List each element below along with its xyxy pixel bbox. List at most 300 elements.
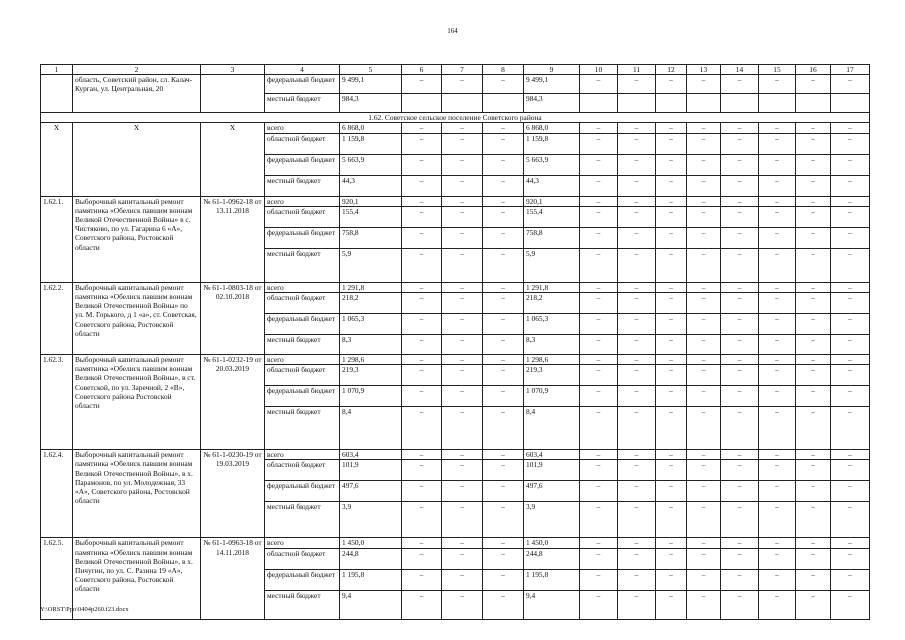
dash-cell: – [580,548,618,569]
budget-type: местный бюджет [265,175,340,196]
dash-cell: – [656,481,687,502]
dash-cell: – [796,123,831,133]
dash-cell: – [402,282,442,292]
dash-cell: – [483,450,524,460]
budget-table [40,64,870,620]
dash-cell: – [796,450,831,460]
dash-cell: – [831,481,870,502]
dash-cell: – [759,75,796,94]
amount-cell: 6 868,0 [524,123,580,133]
dash-cell: – [580,590,618,619]
dash-cell: – [442,154,483,175]
dash-cell: – [580,196,618,206]
dash-cell: – [721,293,759,314]
dash-cell: – [831,206,870,227]
dash-cell: – [759,569,796,590]
dash-cell: – [687,133,721,154]
dash-cell: – [721,407,759,450]
dash-cell: – [796,154,831,175]
column-number: 3 [201,65,265,75]
dash-cell: – [580,227,618,248]
budget-type: всего [265,355,340,365]
amount-cell: 9,4 [524,590,580,619]
dash-cell: – [580,282,618,292]
budget-type: местный бюджет [265,248,340,282]
dash-cell: – [618,248,656,282]
dash-cell: – [402,569,442,590]
table-row [41,355,870,365]
dash-cell: – [656,123,687,133]
dash-cell: – [796,407,831,450]
column-number: 10 [580,65,618,75]
amount-cell: 218,2 [524,293,580,314]
amount-cell: 497,6 [340,481,402,502]
dash-cell: – [618,538,656,548]
budget-type: областной бюджет [265,460,340,481]
column-number-row [41,65,870,75]
dash-cell: – [687,293,721,314]
dash-cell: – [796,293,831,314]
dash-cell: – [618,282,656,292]
amount-cell: 1 070,9 [524,386,580,407]
dash-cell: – [759,548,796,569]
dash-cell: – [796,335,831,355]
dash-cell: – [442,196,483,206]
amount-cell: 1 291,8 [524,282,580,292]
dash-cell: – [442,335,483,355]
dash-cell: – [580,460,618,481]
dash-cell: – [721,196,759,206]
dash-cell: – [796,590,831,619]
dash-cell: – [687,196,721,206]
dash-cell: – [831,407,870,450]
dash-cell: – [483,355,524,365]
dash-cell: – [721,175,759,196]
dash-cell: – [759,386,796,407]
table-row [41,75,870,94]
column-number: 12 [656,65,687,75]
dash-cell: – [483,460,524,481]
amount-cell: 155,4 [524,206,580,227]
dash-cell: – [402,314,442,335]
budget-type: областной бюджет [265,365,340,386]
budget-type: местный бюджет [265,335,340,355]
dash-cell: – [483,206,524,227]
dash-cell: – [759,175,796,196]
dash-cell: – [656,386,687,407]
dash-cell: – [796,248,831,282]
dash-cell: – [483,407,524,450]
dash-cell: – [656,569,687,590]
dash-cell: – [721,133,759,154]
dash-cell: – [687,123,721,133]
dash-cell: – [580,175,618,196]
dash-cell: – [721,548,759,569]
dash-cell: – [442,227,483,248]
dash-cell: – [580,206,618,227]
dash-cell: – [442,481,483,502]
dash-cell: – [442,569,483,590]
dash-cell: – [759,206,796,227]
dash-cell: – [580,293,618,314]
dash-cell: – [483,248,524,282]
dash-cell: – [618,123,656,133]
budget-type: всего [265,123,340,133]
file-path-footer: Y:\ORST\Ppo\0404p260.f23.docx [40,606,129,613]
budget-type: всего [265,196,340,206]
amount-cell: 5 663,9 [340,154,402,175]
dash-cell: – [442,248,483,282]
dash-cell: – [759,538,796,548]
amount-cell: 497,6 [524,481,580,502]
amount-cell: 9,4 [340,590,402,619]
dash-cell: – [656,314,687,335]
dash-cell: – [687,314,721,335]
budget-type: областной бюджет [265,293,340,314]
dash-cell: – [656,196,687,206]
dash-cell: – [721,123,759,133]
dash-cell: – [402,335,442,355]
dash-cell: – [721,481,759,502]
column-number: 2 [73,65,201,75]
table-row [41,196,870,206]
dash-cell [796,94,831,113]
dash-cell: – [656,206,687,227]
amount-cell: 1 159,8 [340,133,402,154]
dash-cell: – [687,569,721,590]
dash-cell [402,94,442,113]
dash-cell: – [656,282,687,292]
dash-cell: – [721,502,759,538]
column-number: 15 [759,65,796,75]
dash-cell: – [402,154,442,175]
dash-cell: – [618,175,656,196]
dash-cell: – [796,175,831,196]
document-cell: Х [201,123,265,196]
dash-cell: – [831,386,870,407]
dash-cell: – [618,206,656,227]
dash-cell: – [402,133,442,154]
dash-cell [656,94,687,113]
dash-cell: – [831,123,870,133]
dash-cell: – [759,314,796,335]
amount-cell: 1 450,0 [524,538,580,548]
dash-cell: – [687,460,721,481]
dash-cell: – [831,460,870,481]
object-name: Выборочный капитальный ремонт памятника «Обелиск павшим воинам Великой Отечественной Войны» в с. Чистяково, по ул. Гагарина 6 «А», Советского района, Ростовской области [73,196,201,282]
dash-cell: – [580,75,618,94]
dash-cell: – [687,248,721,282]
dash-cell: – [483,386,524,407]
dash-cell: – [580,481,618,502]
dash-cell: – [442,133,483,154]
object-name: Выборочный капитальный ремонт памятника «Обелиск павшим воинам Великой Отечественной Войны», в х. Парамонов, по ул. Молодежная, 33 «А», Советского района, Ростовской области [73,450,201,538]
dash-cell: – [796,548,831,569]
dash-cell: – [831,314,870,335]
dash-cell: – [402,175,442,196]
dash-cell: – [831,282,870,292]
dash-cell: – [618,133,656,154]
dash-cell: – [759,481,796,502]
amount-cell: 8,3 [340,335,402,355]
dash-cell: – [796,314,831,335]
dash-cell: – [442,75,483,94]
dash-cell [442,94,483,113]
dash-cell: – [442,460,483,481]
dash-cell: – [402,450,442,460]
budget-type: федеральный бюджет [265,154,340,175]
dash-cell: – [656,590,687,619]
dash-cell: – [796,386,831,407]
dash-cell: – [796,355,831,365]
amount-cell: 3,9 [340,502,402,538]
dash-cell: – [721,335,759,355]
amount-cell: 1 070,9 [340,386,402,407]
dash-cell: – [831,196,870,206]
dash-cell: – [759,365,796,386]
dash-cell: – [402,590,442,619]
dash-cell: – [831,502,870,538]
amount-cell: 920,1 [340,196,402,206]
dash-cell: – [580,569,618,590]
dash-cell: – [759,282,796,292]
dash-cell: – [796,365,831,386]
amount-cell: 8,4 [340,407,402,450]
amount-cell: 1 298,6 [340,355,402,365]
dash-cell: – [656,538,687,548]
amount-cell: 758,8 [524,227,580,248]
dash-cell: – [831,293,870,314]
row-number-cell: 1.62.1. [41,196,73,282]
dash-cell: – [759,133,796,154]
dash-cell: – [831,450,870,460]
budget-type: всего [265,450,340,460]
dash-cell: – [721,282,759,292]
row-number-cell: 1.62.3. [41,355,73,450]
dash-cell: – [656,227,687,248]
amount-cell: 1 065,3 [524,314,580,335]
amount-cell: 218,2 [340,293,402,314]
dash-cell: – [656,460,687,481]
object-name: область, Советский район, сл. Калач-Курган, ул. Центральная, 20 [73,75,201,113]
dash-cell: – [759,502,796,538]
dash-cell: – [442,450,483,460]
dash-cell: – [580,248,618,282]
dash-cell: – [721,569,759,590]
dash-cell: – [796,481,831,502]
amount-cell: 5 663,9 [524,154,580,175]
dash-cell: – [580,355,618,365]
dash-cell: – [483,227,524,248]
dash-cell: – [402,293,442,314]
column-number: 6 [402,65,442,75]
amount-cell: 984,3 [340,94,402,113]
dash-cell: – [402,227,442,248]
budget-type: всего [265,538,340,548]
dash-cell: – [656,175,687,196]
dash-cell: – [402,481,442,502]
dash-cell: – [656,248,687,282]
dash-cell: – [580,154,618,175]
amount-cell: 3,9 [524,502,580,538]
dash-cell: – [483,335,524,355]
dash-cell: – [402,355,442,365]
dash-cell: – [687,75,721,94]
dash-cell: – [687,538,721,548]
dash-cell: – [721,460,759,481]
dash-cell: – [402,365,442,386]
dash-cell: – [831,75,870,94]
budget-type: федеральный бюджет [265,481,340,502]
dash-cell: – [721,227,759,248]
dash-cell: – [721,314,759,335]
dash-cell: – [721,386,759,407]
dash-cell: – [831,538,870,548]
amount-cell: 8,4 [524,407,580,450]
amount-cell: 101,9 [340,460,402,481]
budget-type: федеральный бюджет [265,75,340,94]
dash-cell: – [580,386,618,407]
dash-cell: – [796,569,831,590]
dash-cell: – [402,248,442,282]
dash-cell: – [831,227,870,248]
dash-cell: – [687,407,721,450]
dash-cell: – [402,206,442,227]
budget-type: федеральный бюджет [265,386,340,407]
dash-cell: – [656,502,687,538]
dash-cell [483,94,524,113]
column-number: 1 [41,65,73,75]
dash-cell: – [656,450,687,460]
dash-cell: – [656,335,687,355]
dash-cell: – [483,196,524,206]
object-name: Выборочный капитальный ремонт памятника «Обелиск павшим воинам Великой Отечественной Войны» по ул. М. Горького, д 1 «а», ст. Советская, Советского района, Ростовской области [73,282,201,354]
dash-cell: – [687,365,721,386]
dash-cell: – [796,75,831,94]
dash-cell: – [721,538,759,548]
dash-cell: – [796,502,831,538]
dash-cell: – [618,386,656,407]
row-number-cell: 1.62.5. [41,538,73,619]
dash-cell: – [721,248,759,282]
dash-cell: – [759,123,796,133]
dash-cell: – [442,314,483,335]
dash-cell: – [618,407,656,450]
dash-cell: – [442,355,483,365]
dash-cell: – [831,154,870,175]
dash-cell: – [721,206,759,227]
table-row [41,282,870,292]
dash-cell: – [759,450,796,460]
dash-cell: – [402,407,442,450]
dash-cell: – [442,538,483,548]
dash-cell: – [656,133,687,154]
column-number: 8 [483,65,524,75]
amount-cell: 101,9 [524,460,580,481]
row-number-cell: Х [41,123,73,196]
amount-cell: 219,3 [524,365,580,386]
dash-cell: – [656,154,687,175]
dash-cell: – [618,590,656,619]
dash-cell: – [721,355,759,365]
dash-cell: – [759,460,796,481]
amount-cell: 758,8 [340,227,402,248]
dash-cell: – [687,154,721,175]
dash-cell: – [721,365,759,386]
dash-cell: – [442,502,483,538]
dash-cell: – [796,282,831,292]
dash-cell: – [618,75,656,94]
dash-cell: – [442,365,483,386]
dash-cell: – [618,196,656,206]
dash-cell: – [618,450,656,460]
amount-cell: 1 159,8 [524,133,580,154]
dash-cell: – [618,293,656,314]
dash-cell: – [483,175,524,196]
row-number-cell [41,75,73,113]
dash-cell: – [483,154,524,175]
dash-cell: – [442,386,483,407]
dash-cell: – [580,365,618,386]
amount-cell: 5,9 [340,248,402,282]
document-cell [201,75,265,113]
dash-cell: – [580,314,618,335]
dash-cell: – [687,548,721,569]
amount-cell: 603,4 [524,450,580,460]
dash-cell: – [796,206,831,227]
budget-type: местный бюджет [265,590,340,619]
dash-cell: – [483,538,524,548]
amount-cell: 9 499,1 [340,75,402,94]
dash-cell: – [580,502,618,538]
dash-cell: – [759,227,796,248]
dash-cell: – [618,314,656,335]
dash-cell: – [483,590,524,619]
dash-cell: – [618,227,656,248]
dash-cell: – [618,335,656,355]
dash-cell: – [580,450,618,460]
dash-cell: – [656,75,687,94]
dash-cell: – [831,133,870,154]
dash-cell: – [618,481,656,502]
dash-cell: – [402,502,442,538]
dash-cell: – [442,282,483,292]
amount-cell: 155,4 [340,206,402,227]
dash-cell: – [831,548,870,569]
dash-cell: – [483,314,524,335]
amount-cell: 6 868,0 [340,123,402,133]
dash-cell: – [831,590,870,619]
dash-cell: – [483,123,524,133]
dash-cell: – [831,335,870,355]
budget-type: федеральный бюджет [265,314,340,335]
column-number: 16 [796,65,831,75]
column-number: 9 [524,65,580,75]
amount-cell: 984,3 [524,94,580,113]
dash-cell: – [656,293,687,314]
dash-cell: – [721,590,759,619]
dash-cell: – [831,248,870,282]
dash-cell: – [796,133,831,154]
document-cell: № 61-1-0803-18 от 02.10.2018 [201,282,265,354]
document-cell: № 61-1-0963-18 от 14.11.2018 [201,538,265,619]
dash-cell: – [442,548,483,569]
dash-cell: – [656,365,687,386]
amount-cell: 5,9 [524,248,580,282]
dash-cell: – [402,460,442,481]
budget-type: федеральный бюджет [265,227,340,248]
dash-cell: – [483,502,524,538]
